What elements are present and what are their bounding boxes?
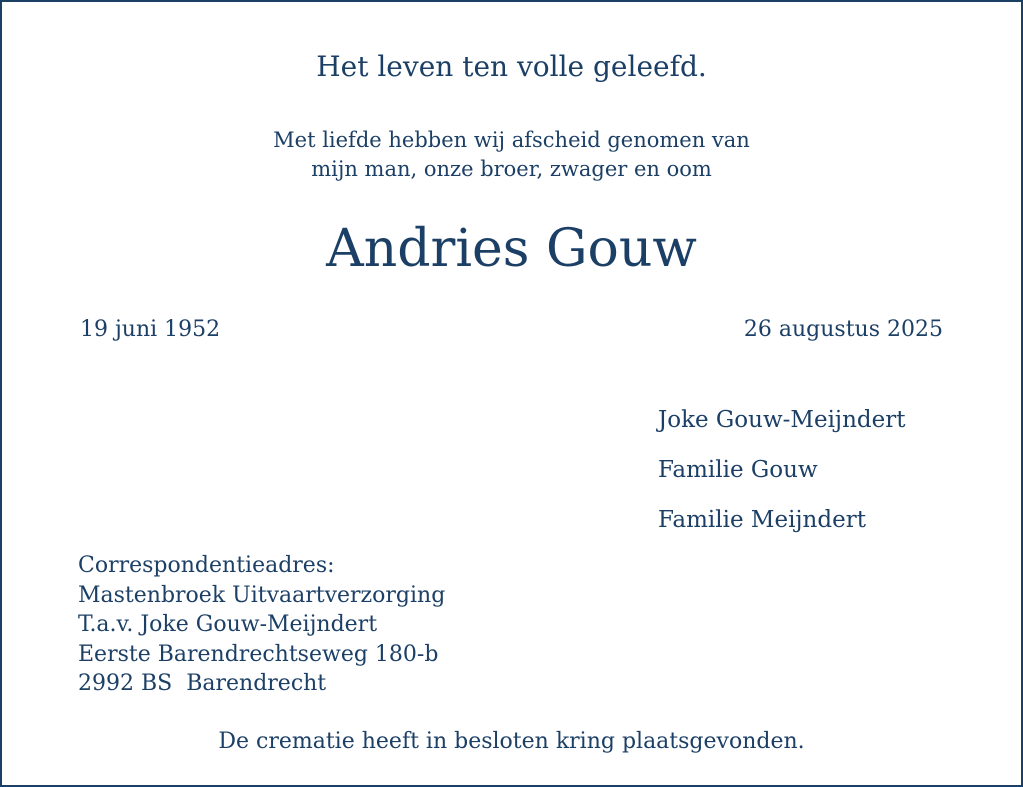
death-date: 26 augustus 2025 [743, 317, 943, 342]
family-member: Familie Gouw [658, 457, 818, 483]
family-member: Familie Meijndert [658, 507, 866, 533]
address-line: 2992 BS Barendrecht [78, 671, 327, 696]
intro-line-1: Met liefde hebben wij afscheid genomen van [273, 128, 750, 152]
intro-line-2: mijn man, onze broer, zwager en oom [311, 157, 712, 181]
address-line: Mastenbroek Uitvaartverzorging [78, 582, 446, 608]
deceased-name: Andries Gouw [326, 219, 697, 279]
address-line: T.a.v. Joke Gouw-Meijndert [78, 612, 378, 637]
cremation-note: De crematie heeft in besloten kring plaatsgevonden. [218, 729, 805, 754]
family-member: Joke Gouw-Meijndert [658, 407, 906, 433]
notice-heading: Het leven ten volle geleefd. [316, 50, 707, 83]
address-label: Correspondentieadres: [78, 553, 335, 578]
correspondence-address [78, 551, 445, 699]
birth-date: 19 juni 1952 [80, 317, 221, 342]
address-line: Eerste Barendrechtseweg 180-b [78, 641, 439, 667]
